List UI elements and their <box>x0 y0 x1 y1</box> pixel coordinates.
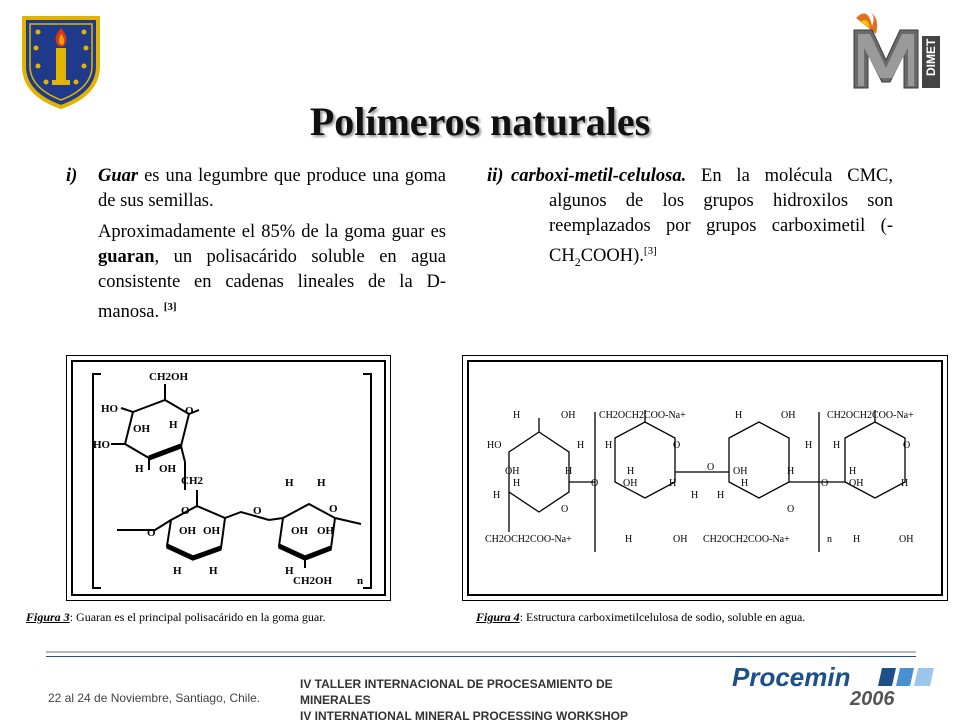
guaran-structure <box>73 362 384 594</box>
atom-label: H <box>735 410 743 421</box>
cmc-subscript: 2 <box>574 254 581 269</box>
guar-intro <box>98 164 446 214</box>
figure-3-caption <box>26 610 426 625</box>
brand-year: 2006 <box>850 688 895 710</box>
atom-label: H <box>169 419 178 431</box>
substituent-label: CH2OCH2COO-Na+ <box>703 534 790 545</box>
cmc-structure <box>469 362 941 594</box>
brand-name: Procemin <box>732 662 851 692</box>
substituent-label: CH2OCH2COO-Na+ <box>485 534 572 545</box>
figure-4-image <box>462 355 948 601</box>
guar-term: Guar <box>98 166 139 186</box>
guaran-description <box>98 220 446 325</box>
guar-paragraphs <box>66 164 446 331</box>
atom-label: CH2OH <box>149 371 189 383</box>
atom-label: H <box>135 463 144 475</box>
atom-label: H <box>577 440 585 451</box>
atom-label: OH <box>673 534 688 545</box>
atom-label: O <box>181 505 190 517</box>
atom-label: O <box>147 527 156 539</box>
atom-label: O <box>903 440 911 451</box>
atom-label: OH <box>561 410 576 421</box>
atom-label: H <box>717 490 725 501</box>
list-item-guar <box>66 164 446 325</box>
atom-label: O <box>253 505 262 517</box>
figure-3-image <box>66 355 391 601</box>
atom-label: OH <box>899 534 914 545</box>
reference-marker: [3] <box>163 301 177 313</box>
atom-label: H <box>285 565 294 577</box>
university-logo <box>20 14 102 110</box>
cmc-text-b: COOH). <box>580 246 644 267</box>
guaran-term: guaran <box>98 247 155 267</box>
atom-label: OH <box>179 525 197 537</box>
atom-label: H <box>605 440 613 451</box>
item-number: i) <box>66 166 78 186</box>
atom-label: OH <box>849 478 864 489</box>
figure-4-frame <box>467 360 943 596</box>
figure-4-caption-text: : Estructura carboximetilcelulosa de sodio, soluble en agua. <box>519 610 806 624</box>
figure-4-caption <box>476 610 936 625</box>
atom-label: H <box>787 466 795 477</box>
figure-4-label: Figura 4 <box>476 610 520 624</box>
atom-label: CH2OH <box>293 575 333 587</box>
atom-label: O <box>591 478 599 489</box>
atom-label: O <box>673 440 681 451</box>
atom-label: OH <box>159 463 177 475</box>
atom-label: H <box>849 466 857 477</box>
dimet-logo-text: DIMET <box>924 38 938 76</box>
atom-label: CH2 <box>181 475 203 487</box>
atom-label: OH <box>623 478 638 489</box>
atom-label: H <box>565 466 573 477</box>
page-title: Polímeros naturales <box>309 99 651 144</box>
atom-label: H <box>741 478 749 489</box>
atom-label: OH <box>291 525 309 537</box>
cmc-term: carboxi-metil-celulosa. <box>511 166 687 186</box>
atom-label: O <box>185 405 194 417</box>
footer-event-title <box>300 676 680 724</box>
figure-3-frame <box>71 360 386 596</box>
guar-intro-text: es una legumbre que produce una goma de sus semillas. <box>98 166 446 211</box>
footer-dates: 22 al 24 de Noviembre, Santiago, Chile. <box>48 691 261 705</box>
figure-3-label: Figura 3 <box>26 610 70 624</box>
atom-label: HO <box>101 403 119 415</box>
atom-label: O <box>821 478 829 489</box>
atom-label: H <box>669 478 677 489</box>
substituent-label: CH2OCH2COO-Na+ <box>827 410 914 421</box>
list-item-cmc <box>487 164 893 275</box>
atom-label: OH <box>781 410 796 421</box>
atom-label: OH <box>203 525 221 537</box>
atom-label: O <box>707 462 715 473</box>
atom-label: H <box>285 477 294 489</box>
item-number: ii) <box>487 166 504 186</box>
atom-label: H <box>805 440 813 451</box>
atom-label: H <box>627 466 635 477</box>
atom-label: H <box>901 478 909 489</box>
atom-label: H <box>513 478 521 489</box>
atom-label: OH <box>133 423 151 435</box>
atom-label: H <box>625 534 633 545</box>
atom-label: HO <box>93 439 111 451</box>
repeat-label: n <box>357 575 364 587</box>
brand-bars-icon <box>878 668 936 686</box>
cmc-description <box>511 164 893 275</box>
event-title-en: IV INTERNATIONAL MINERAL PROCESSING WORKSHOP <box>300 709 629 723</box>
footer-divider-accent <box>46 656 916 657</box>
atom-label: OH <box>317 525 335 537</box>
atom-label: H <box>853 534 861 545</box>
footer-divider <box>46 651 916 653</box>
procemin-logo <box>732 662 942 712</box>
atom-label: O <box>561 504 569 515</box>
atom-label: H <box>691 490 699 501</box>
atom-label: H <box>833 440 841 451</box>
atom-label: OH <box>733 466 748 477</box>
atom-label: H <box>209 565 218 577</box>
atom-label: O <box>329 503 338 515</box>
atom-label: H <box>173 565 182 577</box>
guaran-text-b: , un polisacárido soluble en agua consistente en cadenas lineales de la D-manosa. <box>98 247 446 323</box>
guaran-text-a: Aproximadamente el 85% de la goma guar es <box>98 222 446 242</box>
cmc-paragraph <box>487 164 893 281</box>
repeat-label: n <box>827 534 832 545</box>
figure-3-caption-text: : Guaran es el principal polisacárido en la goma guar. <box>69 610 326 624</box>
atom-label: HO <box>487 440 502 451</box>
event-title-es: IV TALLER INTERNACIONAL DE PROCESAMIENTO DE MINERALES <box>300 677 613 707</box>
atom-label: H <box>493 490 501 501</box>
atom-label: H <box>317 477 326 489</box>
atom-label: O <box>787 504 795 515</box>
dimet-logo <box>846 8 946 92</box>
cmc-text-a: En la molécula CMC, algunos de los grupos hidroxilos son reemplazados por grupos carboximetil (-CH <box>549 166 893 267</box>
reference-marker: [3] <box>643 245 657 257</box>
substituent-label: CH2OCH2COO-Na+ <box>599 410 686 421</box>
atom-label: OH <box>505 466 520 477</box>
atom-label: H <box>513 410 521 421</box>
